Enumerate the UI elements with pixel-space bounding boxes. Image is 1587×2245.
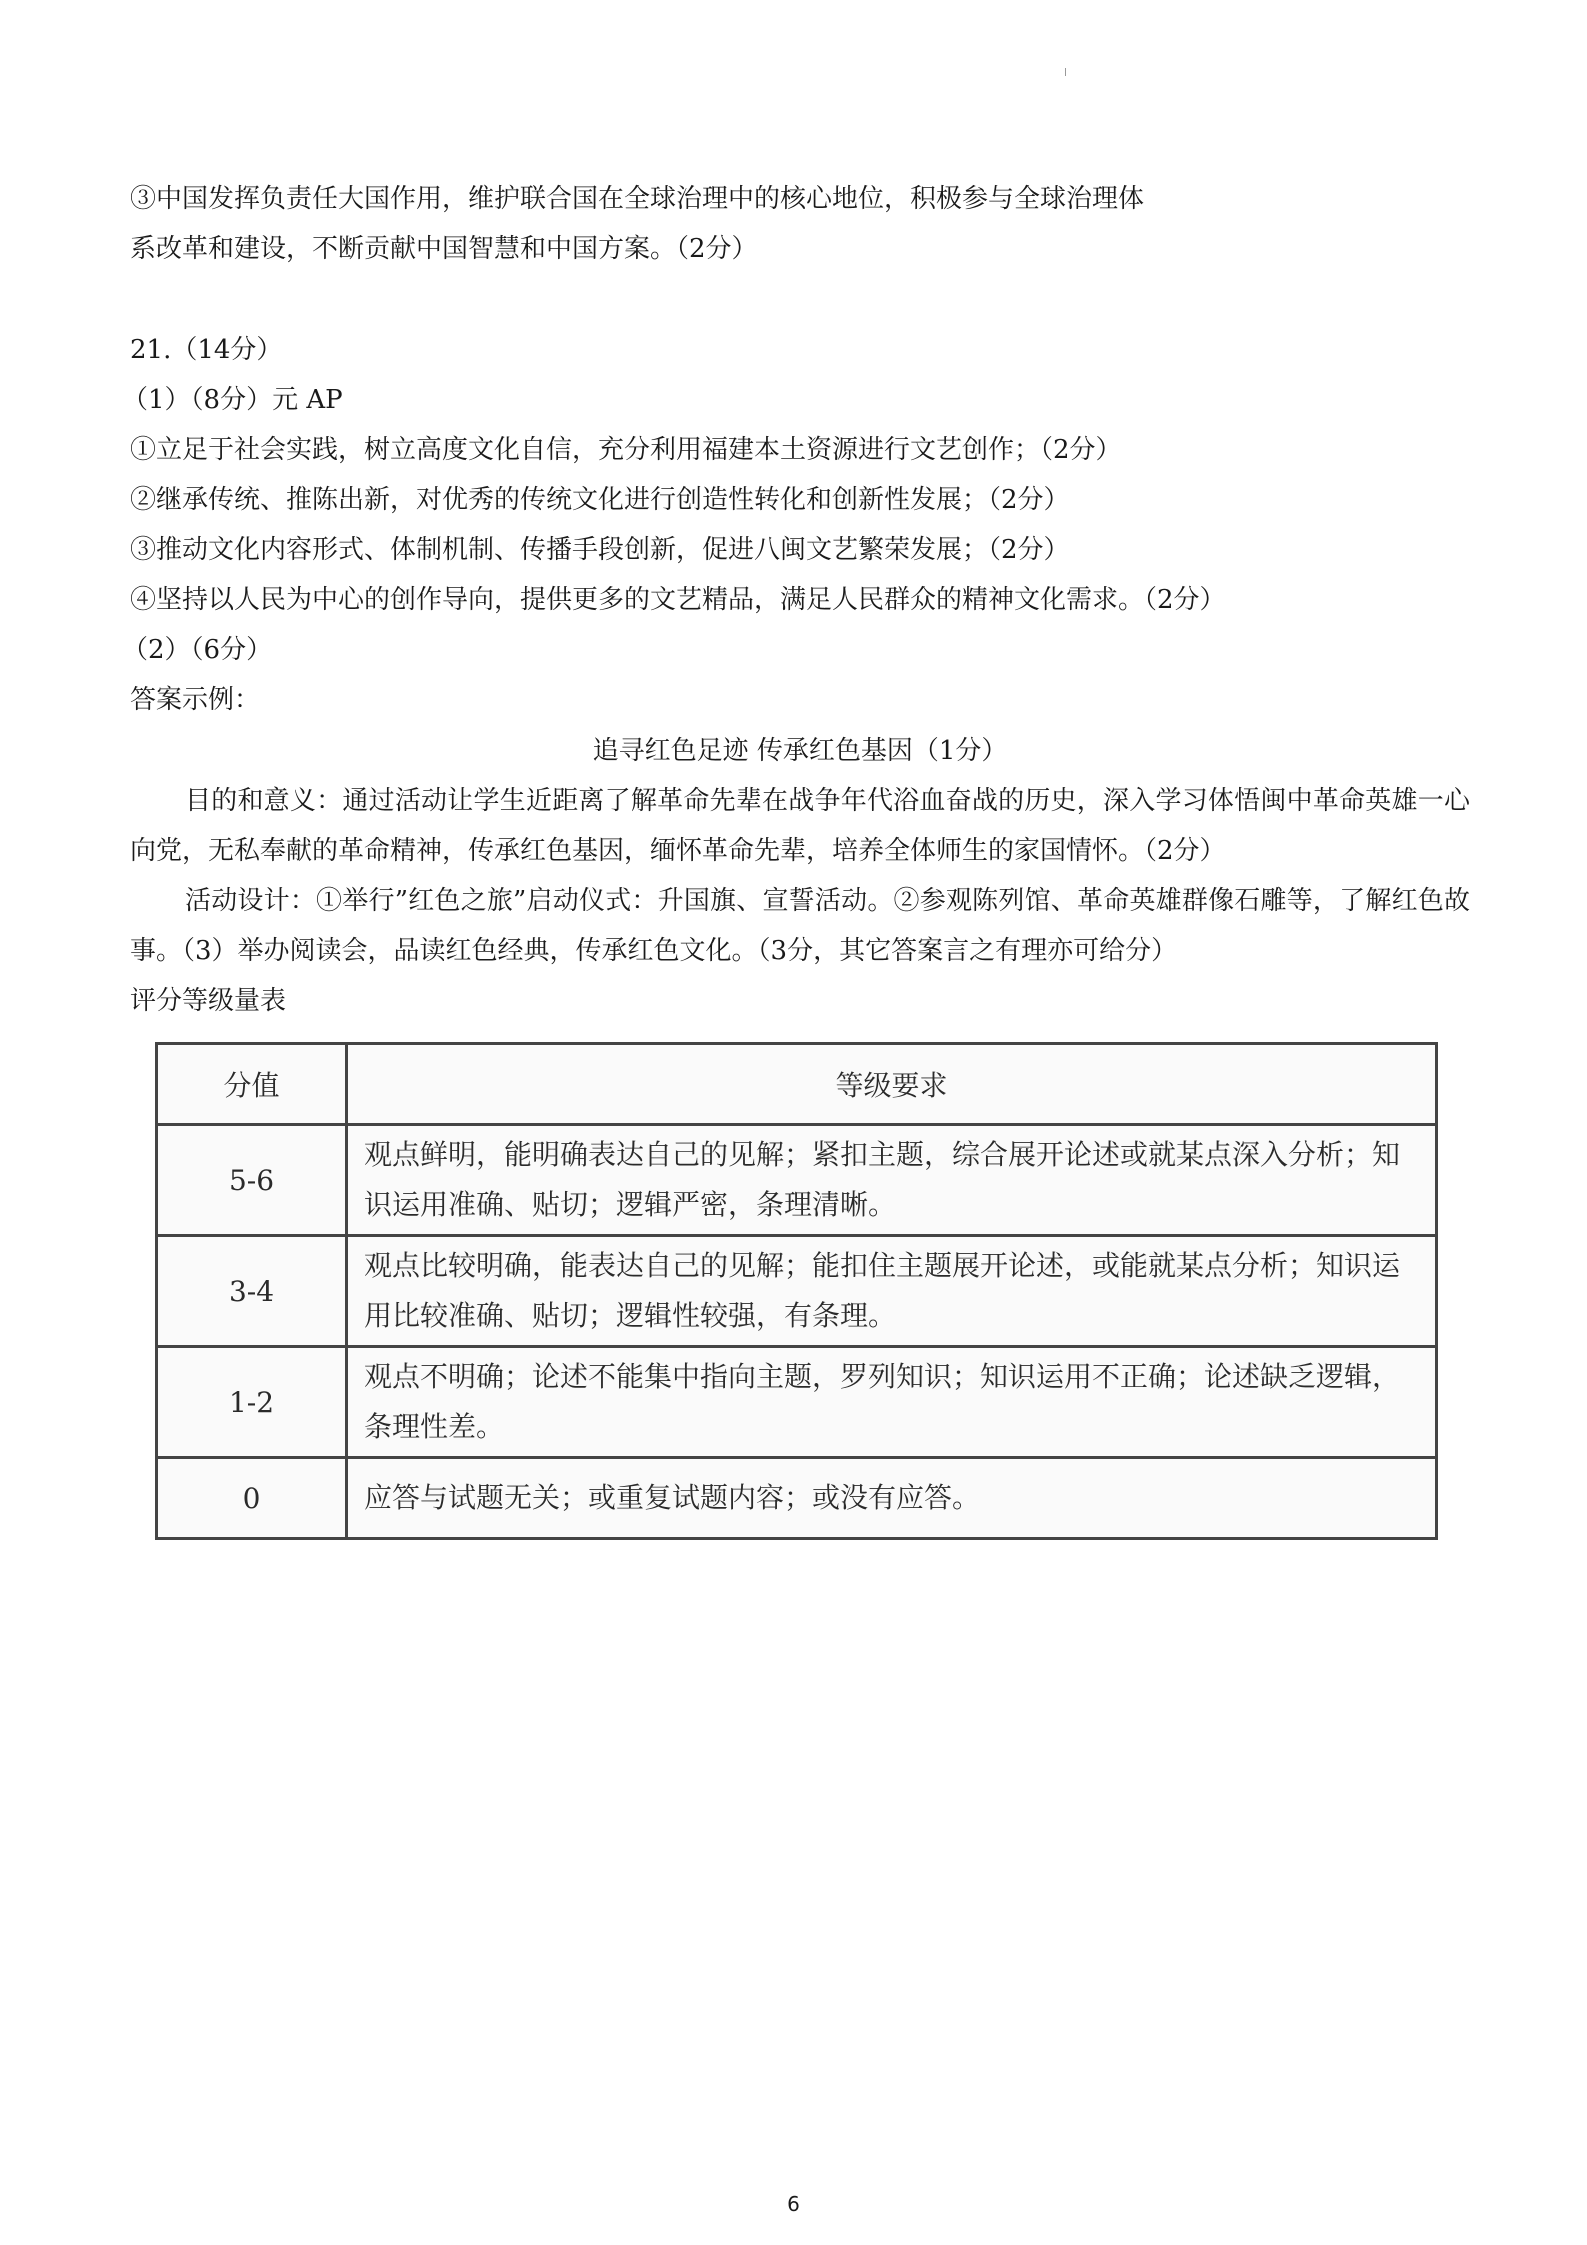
answer-item-3-line-1: ③中国发挥负责任大国作用，维护联合国在全球治理中的核心地位，积极参与全球治理体 xyxy=(130,184,1145,214)
grading-scale-table xyxy=(155,1042,1438,1540)
question-21-header: 21.（14分） xyxy=(130,335,283,365)
scan-mark xyxy=(1065,68,1066,76)
purpose-paragraph: 目的和意义：通过活动让学生近距离了解革命先辈在战争年代浴血奋战的历史，深入学习体悟闽中革命英雄一心向党，无私奉献的革命精神，传承红色基因，缅怀革命先辈，培养全体师生的家国情怀。（2分） xyxy=(130,786,1470,866)
table-header-row xyxy=(157,1044,1437,1125)
example-label: 答案示例： xyxy=(130,685,261,715)
question-21-part-2: （2）（6分） xyxy=(122,635,273,665)
requirement-cell: 观点比较明确，能表达自己的见解；能扣住主题展开论述，或能就某点分析；知识运用比较准确、贴切；逻辑性较强，有条理。 xyxy=(347,1236,1437,1347)
design-paragraph: 活动设计：①举行”红色之旅”启动仪式：升国旗、宣誓活动。②参观陈列馆、革命英雄群像石雕等，了解红色故事。（3）举办阅读会，品读红色经典，传承红色文化。（3分，其它答案言之有理亦可给分） xyxy=(130,886,1470,966)
part-1-point-2: ②继承传统、推陈出新，对优秀的传统文化进行创造性转化和创新性发展；（2分） xyxy=(130,485,1070,515)
requirement-cell: 观点鲜明，能明确表达自己的见解；紧扣主题，综合展开论述或就某点深入分析；知识运用准确、贴切；逻辑严密，条理清晰。 xyxy=(347,1125,1437,1236)
part-1-point-1: ①立足于社会实践，树立高度文化自信，充分利用福建本土资源进行文艺创作；（2分） xyxy=(130,435,1122,465)
example-title: 追寻红色足迹 传承红色基因（1分） xyxy=(592,736,1008,766)
requirement-cell: 观点不明确；论述不能集中指向主题，罗列知识；知识运用不正确；论述缺乏逻辑，条理性差。 xyxy=(347,1347,1437,1458)
table-row xyxy=(157,1347,1437,1458)
score-cell: 0 xyxy=(157,1458,347,1539)
requirement-cell: 应答与试题无关；或重复试题内容；或没有应答。 xyxy=(347,1458,1437,1539)
part-1-point-4: ④坚持以人民为中心的创作导向，提供更多的文艺精品，满足人民群众的精神文化需求。（2分） xyxy=(130,585,1226,615)
header-requirement: 等级要求 xyxy=(347,1044,1437,1125)
score-cell: 3-4 xyxy=(157,1236,347,1347)
answer-item-3-line-2: 系改革和建设，不断贡献中国智慧和中国方案。（2分） xyxy=(130,234,758,264)
scale-label: 评分等级量表 xyxy=(130,986,287,1016)
score-cell: 1-2 xyxy=(157,1347,347,1458)
question-21-part-1: （1）（8分）元 AP xyxy=(122,385,343,415)
header-score: 分值 xyxy=(157,1044,347,1125)
table-row xyxy=(157,1458,1437,1539)
page-number: 6 xyxy=(787,2192,800,2216)
table-row xyxy=(157,1236,1437,1347)
table-row xyxy=(157,1125,1437,1236)
score-cell: 5-6 xyxy=(157,1125,347,1236)
part-1-point-3: ③推动文化内容形式、体制机制、传播手段创新，促进八闽文艺繁荣发展；（2分） xyxy=(130,535,1070,565)
